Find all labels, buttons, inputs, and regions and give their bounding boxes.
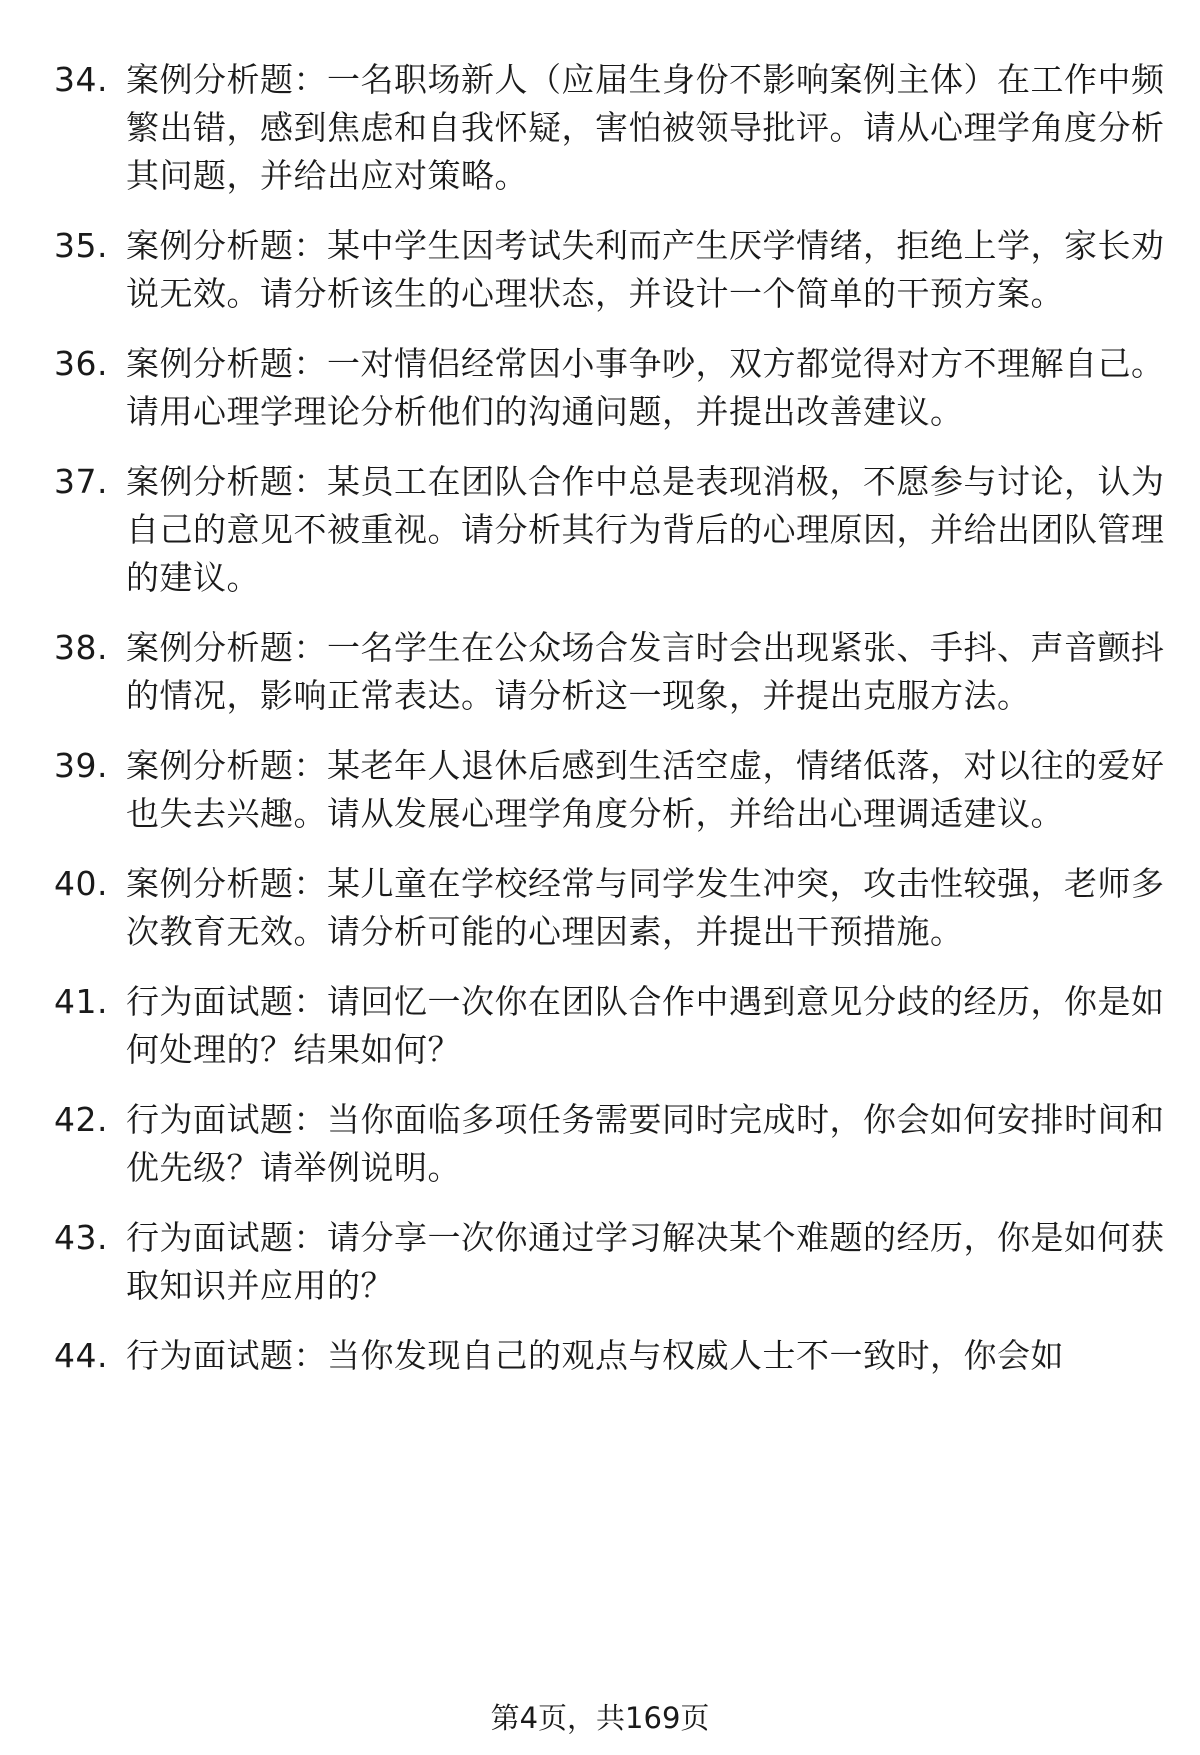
question-text: 案例分析题：一对情侣经常因小事争吵，双方都觉得对方不理解自己。请用心理学理论分析他们的沟通问题，并提出改善建议。 [126,344,1165,431]
question-list [54,56,1165,1402]
question-item [54,458,1165,602]
question-number: 44. [54,1336,108,1375]
question-number: 38. [54,628,108,667]
question-item [54,1214,1165,1310]
page-footer: 第4页，共169页 [490,1701,710,1735]
question-item [54,222,1165,318]
question-item [54,340,1165,436]
question-text: 案例分析题：某员工在团队合作中总是表现消极，不愿参与讨论，认为自己的意见不被重视。请分析其行为背后的心理原因，并给出团队管理的建议。 [126,462,1165,597]
question-text: 行为面试题：请回忆一次你在团队合作中遇到意见分歧的经历，你是如何处理的？结果如何？ [126,982,1165,1069]
question-number: 41. [54,982,108,1021]
question-item [54,624,1165,720]
question-text: 案例分析题：某儿童在学校经常与同学发生冲突，攻击性较强，老师多次教育无效。请分析可能的心理因素，并提出干预措施。 [126,864,1165,951]
question-text: 行为面试题：当你发现自己的观点与权威人士不一致时，你会如 [126,1336,1064,1375]
question-text: 案例分析题：一名职场新人（应届生身份不影响案例主体）在工作中频繁出错，感到焦虑和自我怀疑，害怕被领导批评。请从心理学角度分析其问题，并给出应对策略。 [126,60,1165,195]
question-number: 36. [54,344,108,383]
question-item [54,742,1165,838]
question-text: 案例分析题：某中学生因考试失利而产生厌学情绪，拒绝上学，家长劝说无效。请分析该生的心理状态，并设计一个简单的干预方案。 [126,226,1165,313]
question-number: 43. [54,1218,108,1257]
question-item [54,860,1165,956]
question-number: 40. [54,864,108,903]
question-item [54,1096,1165,1192]
question-text: 案例分析题：某老年人退休后感到生活空虚，情绪低落，对以往的爱好也失去兴趣。请从发展心理学角度分析，并给出心理调适建议。 [126,746,1165,833]
question-text: 案例分析题：一名学生在公众场合发言时会出现紧张、手抖、声音颤抖的情况，影响正常表达。请分析这一现象，并提出克服方法。 [126,628,1165,715]
question-number: 35. [54,226,108,265]
question-text: 行为面试题：请分享一次你通过学习解决某个难题的经历，你是如何获取知识并应用的？ [126,1218,1165,1305]
question-number: 42. [54,1100,108,1139]
question-number: 39. [54,746,108,785]
question-item [54,56,1165,200]
question-number: 34. [54,60,108,99]
question-number: 37. [54,462,108,501]
question-text: 行为面试题：当你面临多项任务需要同时完成时，你会如何安排时间和优先级？请举例说明。 [126,1100,1165,1187]
question-item [54,1332,1154,1380]
question-item [54,978,1165,1074]
